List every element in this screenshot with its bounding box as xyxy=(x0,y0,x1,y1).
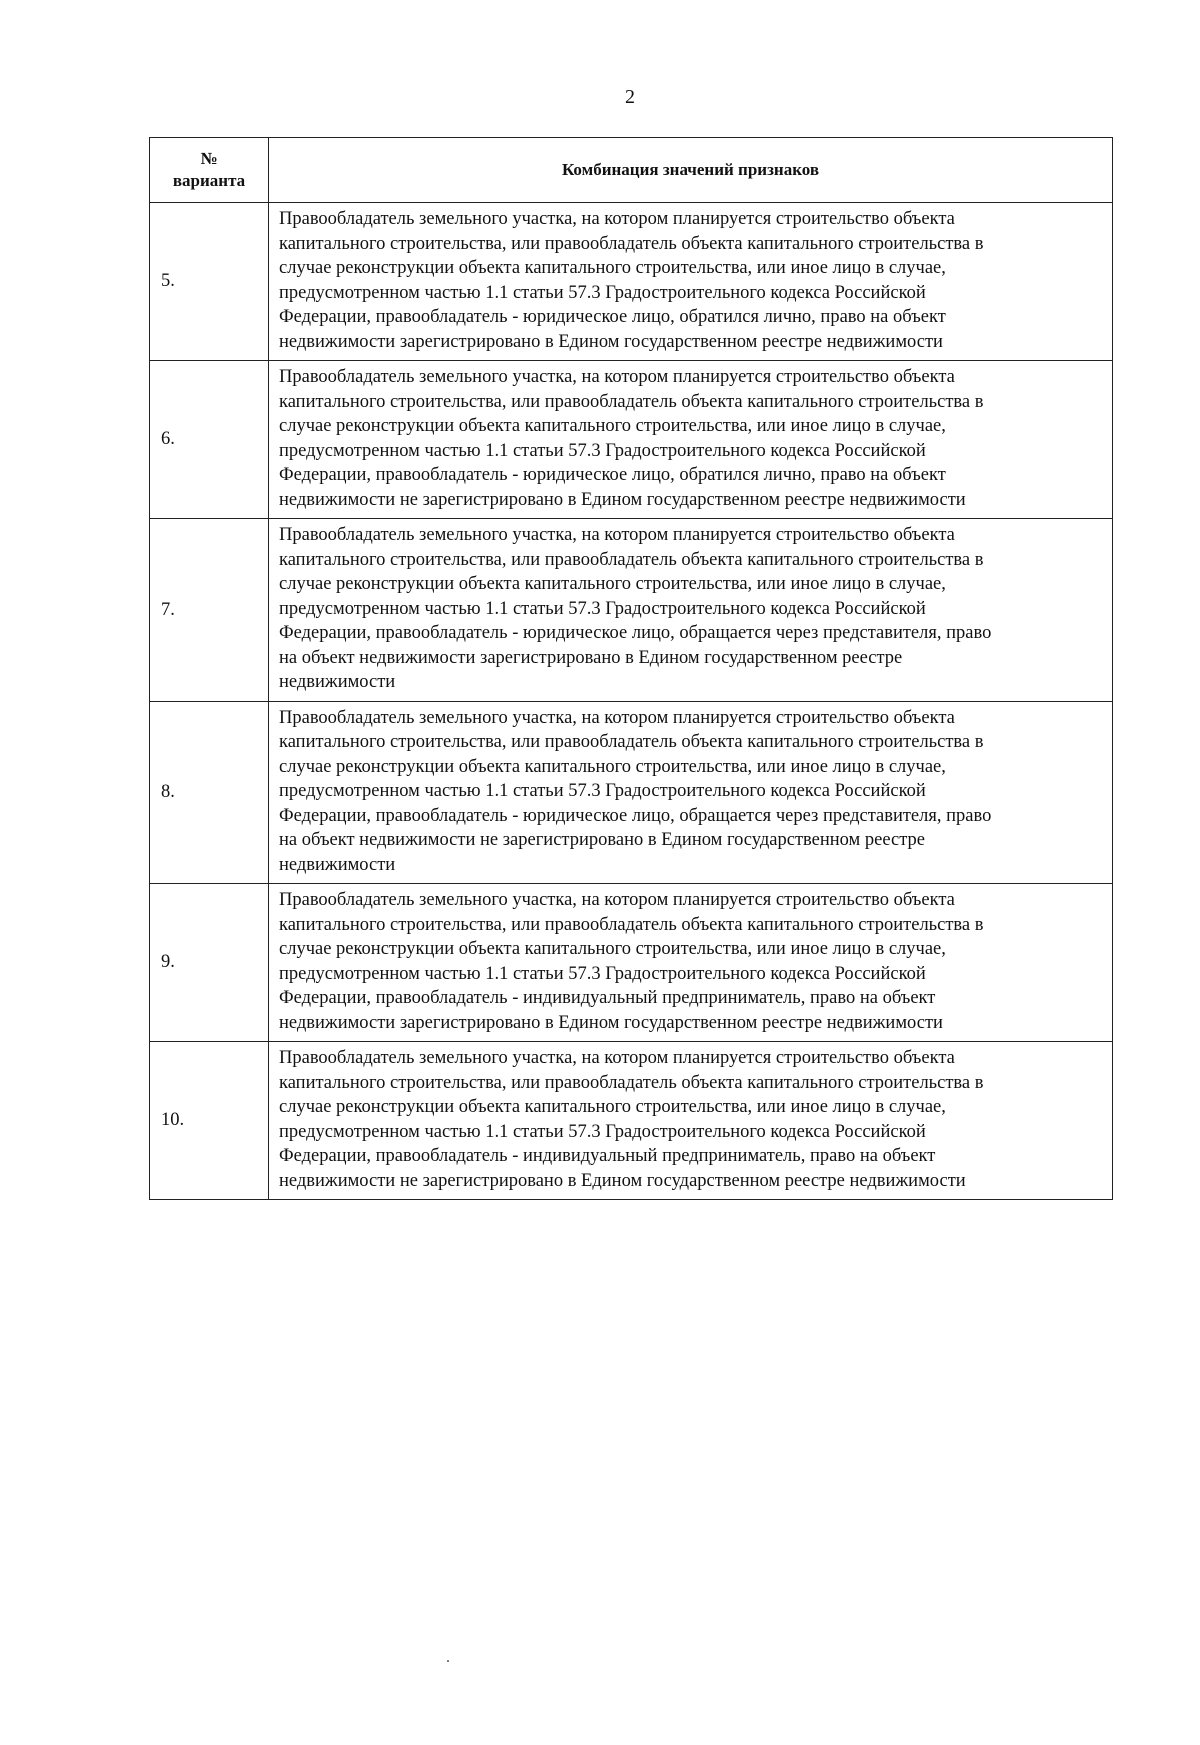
description-line: случае реконструкции объекта капитального строительства, или иное лицо в случае, xyxy=(279,939,946,959)
description-line: Правообладатель земельного участка, на котором планируется строительство объекта xyxy=(279,367,955,387)
description-line: предусмотренном частью 1.1 статьи 57.3 Градостроительного кодекса Российской xyxy=(279,1121,926,1142)
number-header-line2: варианта xyxy=(172,171,246,190)
description-line: капитального строительства, или правообладатель объекта капитального строительства в xyxy=(279,1072,984,1093)
description-line: Федерации, правообладатель - юридическое лицо, обратился лично, право на объект xyxy=(279,465,946,485)
number-header-line1: № xyxy=(200,149,218,168)
description-line: недвижимости зарегистрировано в Едином государственном реестре недвижимости xyxy=(279,1012,943,1033)
description-line: предусмотренном частью 1.1 статьи 57.3 Градостроительного кодекса Российской xyxy=(279,282,926,303)
description-line: предусмотренном частью 1.1 статьи 57.3 Градостроительного кодекса Российской xyxy=(279,598,926,619)
description-line: случае реконструкции объекта капитального строительства, или иное лицо в случае, xyxy=(279,574,946,594)
table-row xyxy=(150,361,1113,519)
description-line: Федерации, правообладатель - индивидуальный предприниматель, право на объект xyxy=(279,988,936,1008)
scan-speck xyxy=(447,1660,449,1662)
description-line: недвижимости зарегистрировано в Едином государственном реестре недвижимости xyxy=(279,331,943,352)
description-line: на объект недвижимости не зарегистрировано в Едином государственном реестре xyxy=(279,830,926,850)
variant-description xyxy=(269,884,1113,1042)
variant-description xyxy=(269,361,1113,519)
variant-number: 5. xyxy=(150,203,269,361)
table-header-row xyxy=(150,138,1113,203)
description-line: Федерации, правообладатель - юридическое лицо, обращается через представителя, право xyxy=(279,805,992,826)
variant-number: 9. xyxy=(150,884,269,1042)
table-row xyxy=(150,701,1113,884)
variant-description xyxy=(269,701,1113,884)
number-column-header xyxy=(150,138,269,203)
description-line: случае реконструкции объекта капитального строительства, или иное лицо в случае, xyxy=(279,258,946,278)
variant-number: 10. xyxy=(150,1042,269,1200)
description-line: Правообладатель земельного участка, на котором планируется строительство объекта xyxy=(279,1048,955,1068)
description-line: капитального строительства, или правообладатель объекта капитального строительства в xyxy=(279,914,984,935)
description-line: капитального строительства, или правообладатель объекта капитального строительства в xyxy=(279,732,984,752)
combination-column-header: Комбинация значений признаков xyxy=(269,138,1113,203)
description-line: Федерации, правообладатель - юридическое лицо, обратился лично, право на объект xyxy=(279,307,946,327)
description-line: недвижимости не зарегистрировано в Едином государственном реестре недвижимости xyxy=(279,1170,966,1191)
description-line: недвижимости не зарегистрировано в Едином государственном реестре недвижимости xyxy=(279,489,966,510)
page-number: 2 xyxy=(625,86,635,108)
variants-table xyxy=(149,137,1113,1200)
description-line: случае реконструкции объекта капитального строительства, или иное лицо в случае, xyxy=(279,756,946,777)
variant-description xyxy=(269,203,1113,361)
description-line: предусмотренном частью 1.1 статьи 57.3 Градостроительного кодекса Российской xyxy=(279,440,926,461)
description-line: случае реконструкции объекта капитального строительства, или иное лицо в случае, xyxy=(279,1097,946,1117)
description-line: Правообладатель земельного участка, на котором планируется строительство объекта xyxy=(279,209,955,229)
table-row xyxy=(150,884,1113,1042)
description-line: Правообладатель земельного участка, на котором планируется строительство объекта xyxy=(279,525,955,545)
description-line: Федерации, правообладатель - индивидуальный предприниматель, право на объект xyxy=(279,1146,936,1166)
description-line: капитального строительства, или правообладатель объекта капитального строительства в xyxy=(279,391,984,412)
description-line: предусмотренном частью 1.1 статьи 57.3 Градостроительного кодекса Российской xyxy=(279,781,926,801)
description-line: недвижимости xyxy=(279,854,396,875)
description-line: на объект недвижимости зарегистрировано в Едином государственном реестре xyxy=(279,647,903,668)
table-row xyxy=(150,203,1113,361)
variant-description xyxy=(269,519,1113,702)
table-row xyxy=(150,519,1113,702)
description-line: капитального строительства, или правообладатель объекта капитального строительства в xyxy=(279,549,984,570)
variant-description xyxy=(269,1042,1113,1200)
table-body xyxy=(150,203,1113,1200)
description-line: предусмотренном частью 1.1 статьи 57.3 Градостроительного кодекса Российской xyxy=(279,963,926,984)
description-line: случае реконструкции объекта капитального строительства, или иное лицо в случае, xyxy=(279,416,946,436)
description-line: Правообладатель земельного участка, на котором планируется строительство объекта xyxy=(279,707,955,728)
variant-number: 6. xyxy=(150,361,269,519)
description-line: Правообладатель земельного участка, на котором планируется строительство объекта xyxy=(279,890,955,910)
description-line: недвижимости xyxy=(279,672,396,692)
variant-number: 8. xyxy=(150,701,269,884)
table-row xyxy=(150,1042,1113,1200)
variant-number: 7. xyxy=(150,519,269,702)
description-line: Федерации, правообладатель - юридическое лицо, обращается через представителя, право xyxy=(279,623,992,643)
description-line: капитального строительства, или правообладатель объекта капитального строительства в xyxy=(279,233,984,254)
